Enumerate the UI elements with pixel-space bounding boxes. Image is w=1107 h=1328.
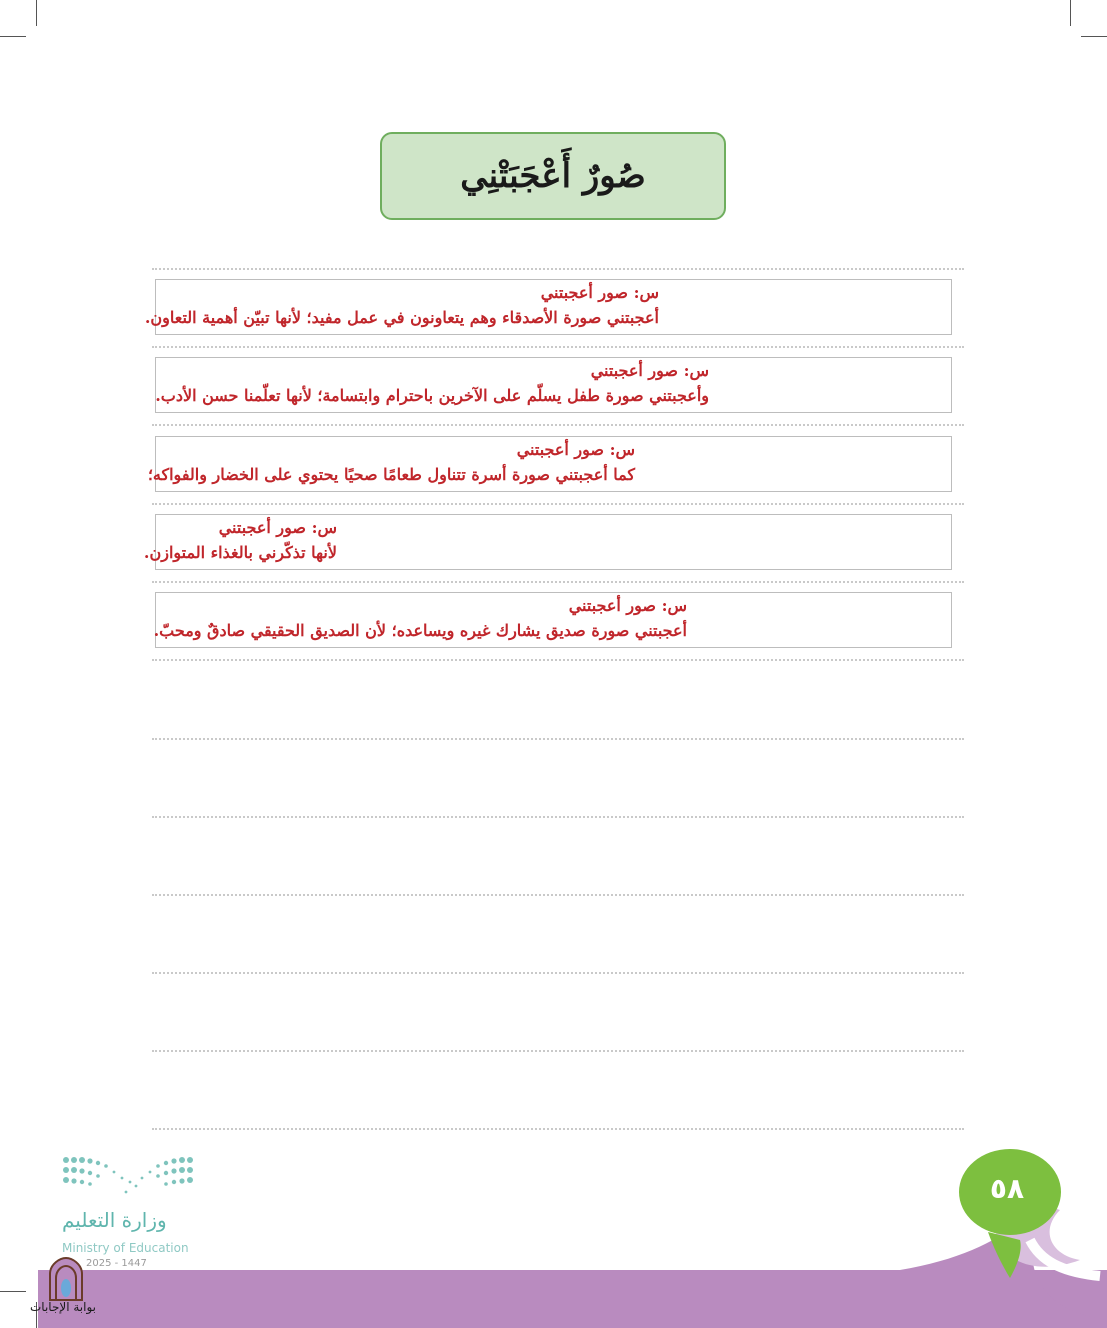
writing-line xyxy=(152,503,964,505)
question-label: س: صور أعجبتني xyxy=(568,596,687,615)
answer-text: أعجبتني صورة صديق يشارك غيره ويساعده؛ لأن الصديق الحقيقي صادقٌ ومحبّ. xyxy=(153,621,687,640)
question-label: س: صور أعجبتني xyxy=(516,440,635,459)
writing-line xyxy=(152,738,964,740)
writing-line xyxy=(152,659,964,661)
page-number-badge xyxy=(950,1140,1080,1280)
page-title: صُورٌ أَعْجَبَتْنِي xyxy=(460,156,646,196)
crop-mark xyxy=(1081,36,1107,37)
writing-line xyxy=(152,816,964,818)
ministry-logo-icon xyxy=(60,1152,200,1202)
crop-mark xyxy=(0,1291,26,1292)
ministry-name-arabic: وزارة التعليم xyxy=(62,1208,167,1232)
answer-text: كما أعجبتني صورة أسرة تتناول طعامًا صحيًا يحتوي على الخضار والفواكه؛ xyxy=(147,465,635,484)
answer-box xyxy=(147,436,952,492)
page-number: ٥٨ xyxy=(989,1172,1025,1205)
title-box xyxy=(380,132,726,220)
answer-box xyxy=(155,592,952,648)
crop-mark xyxy=(0,36,26,37)
writing-line xyxy=(152,268,964,270)
writing-line xyxy=(152,894,964,896)
question-label: س: صور أعجبتني xyxy=(218,518,337,537)
edition-year: 2025 - 1447 xyxy=(86,1258,147,1269)
writing-line xyxy=(152,972,964,974)
ministry-name-english: Ministry of Education xyxy=(62,1241,189,1255)
writing-line xyxy=(152,1128,964,1130)
question-label: س: صور أعجبتني xyxy=(540,283,659,302)
question-label: س: صور أعجبتني xyxy=(590,361,709,380)
writing-line xyxy=(152,581,964,583)
writing-line xyxy=(152,1050,964,1052)
writing-line xyxy=(152,424,964,426)
answer-box xyxy=(143,514,952,570)
answer-text: أعجبتني صورة الأصدقاء وهم يتعاونون في عمل مفيد؛ لأنها تبيّن أهمية التعاون. xyxy=(144,308,659,327)
answer-text: وأعجبتني صورة طفل يسلّم على الآخرين باحترام وابتسامة؛ لأنها تعلّمنا حسن الأدب. xyxy=(155,386,709,405)
mosque-logo-icon xyxy=(44,1256,88,1302)
crop-mark xyxy=(36,0,37,26)
answer-box xyxy=(155,357,952,413)
crop-mark xyxy=(1070,0,1071,26)
portal-label: بوابة الإجابات xyxy=(30,1300,97,1314)
writing-line xyxy=(152,346,964,348)
answer-box xyxy=(144,279,952,335)
answer-text: لأنها تذكّرني بالغذاء المتوازن. xyxy=(143,543,337,562)
